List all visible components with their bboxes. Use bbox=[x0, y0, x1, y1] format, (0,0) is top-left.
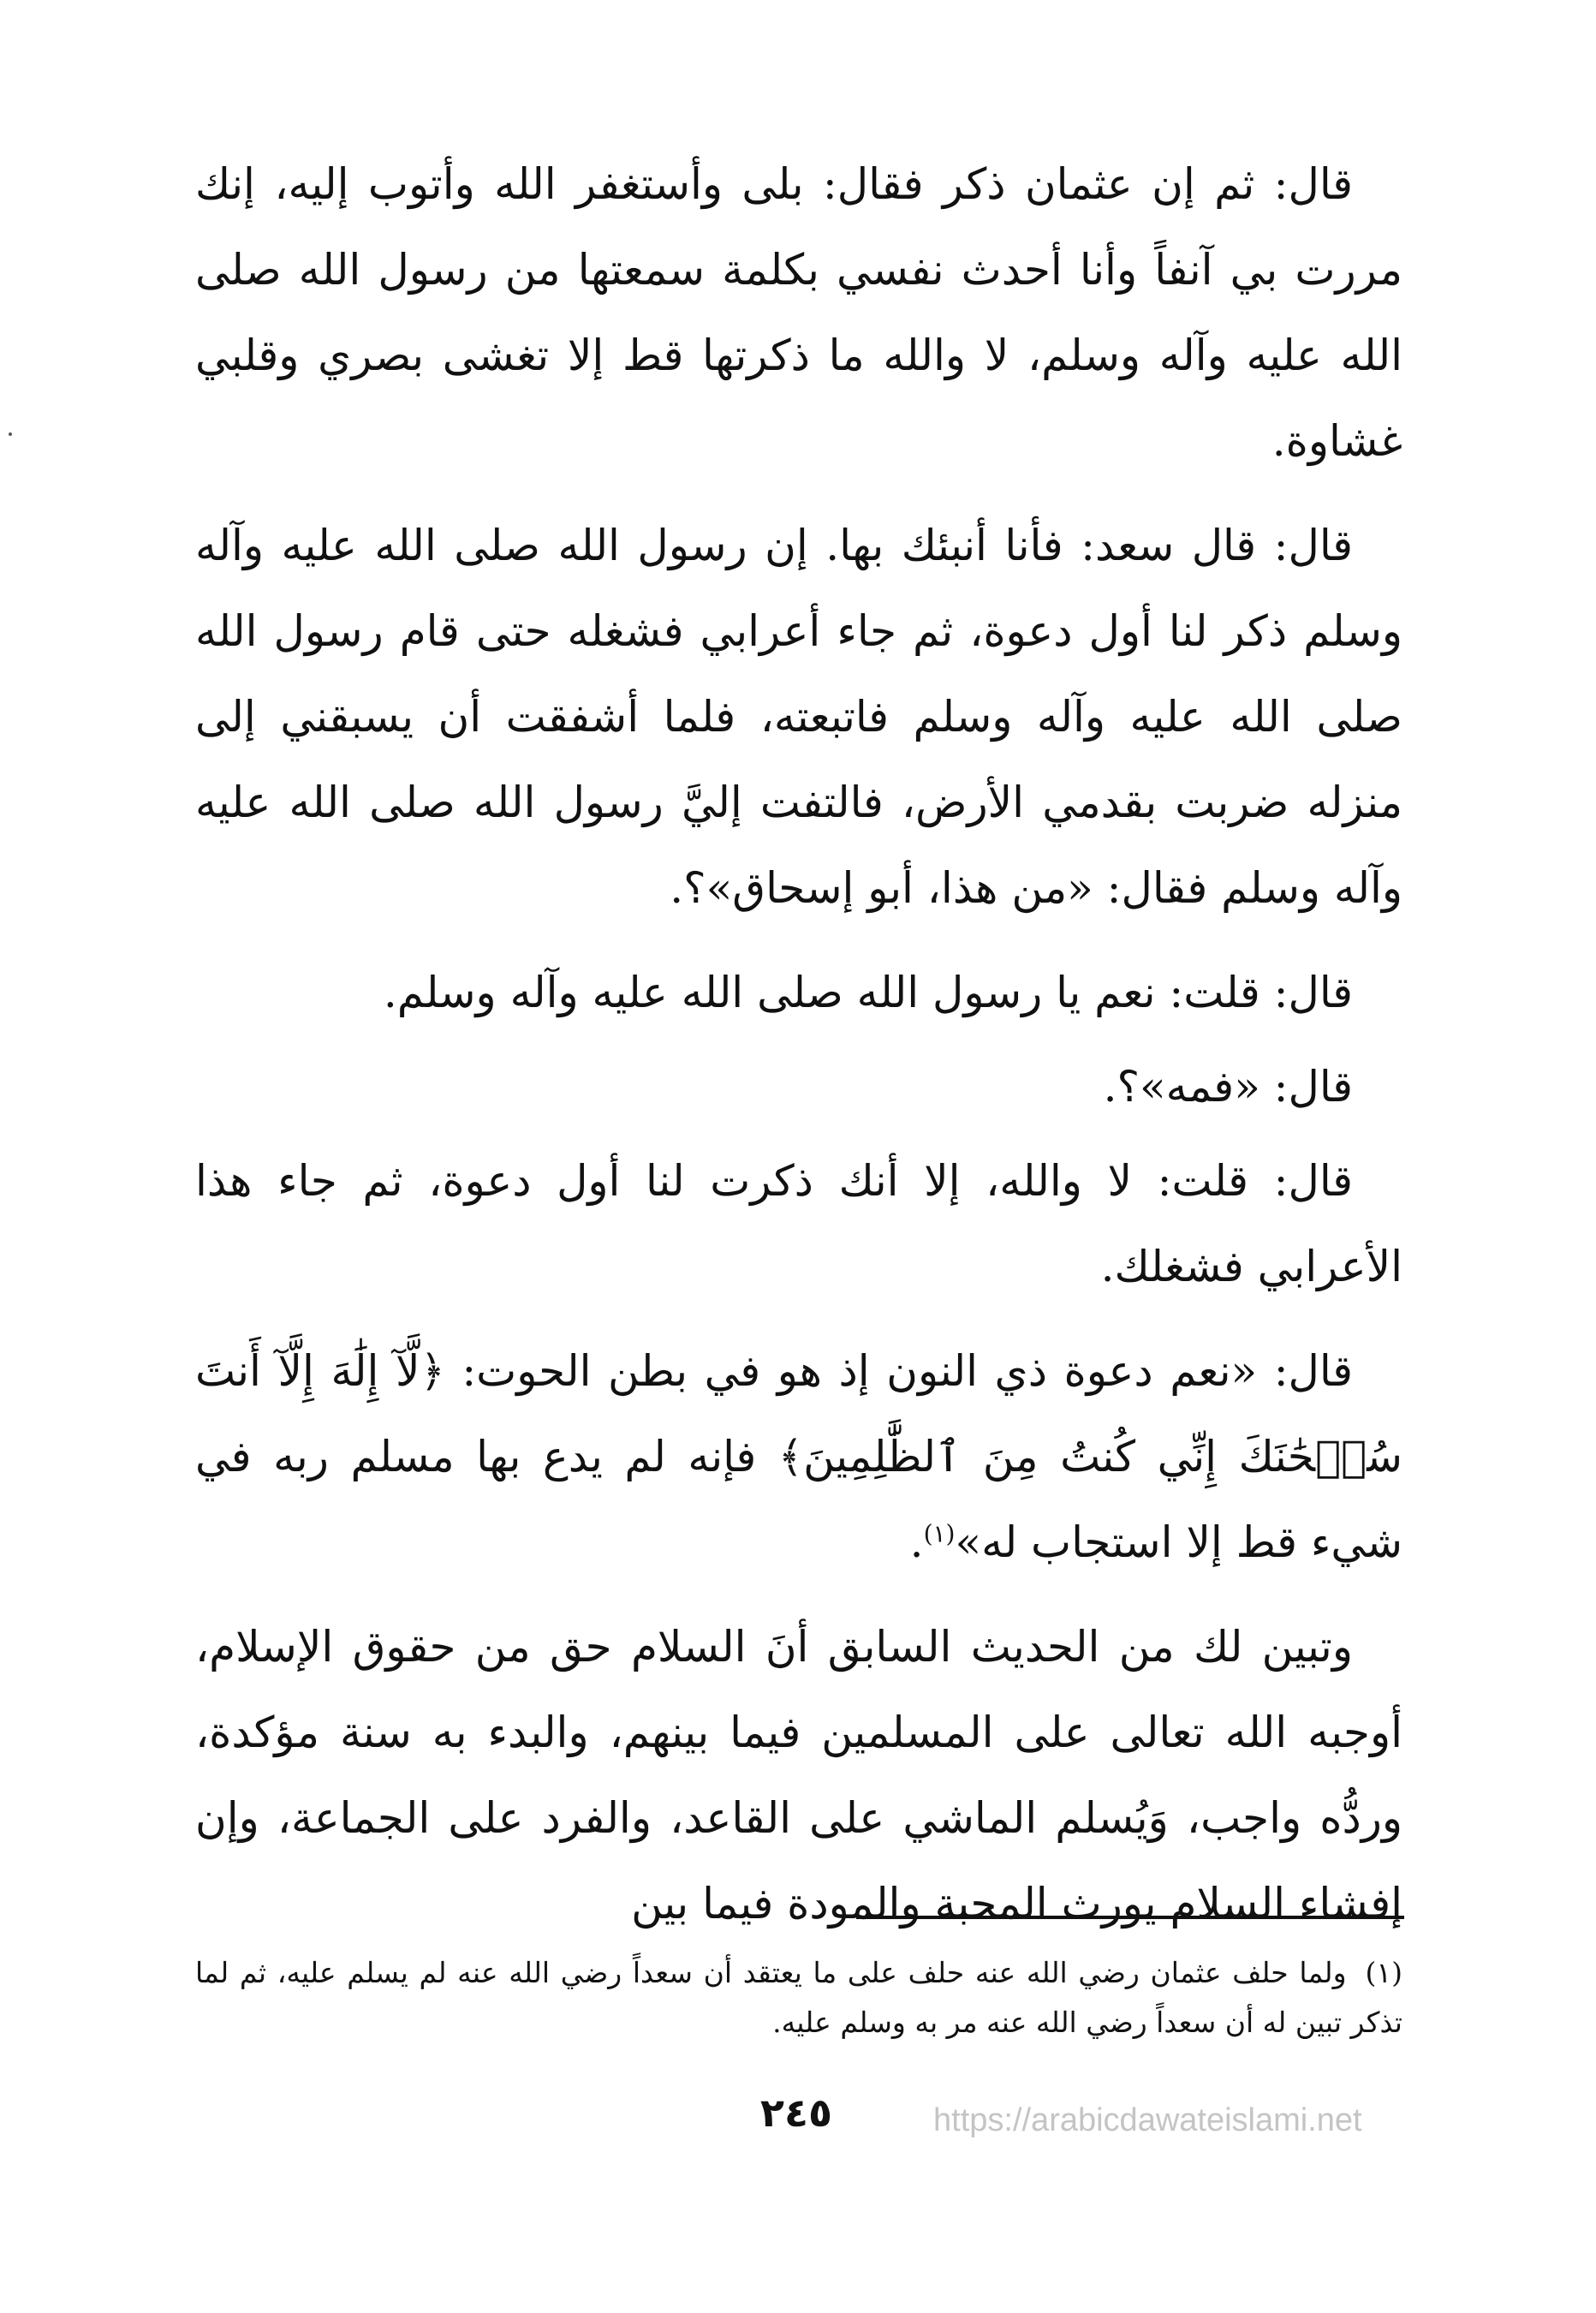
page-number: ٢٤٥ bbox=[759, 2089, 833, 2136]
footnote-reference: (١) bbox=[923, 1519, 956, 1548]
main-text bbox=[195, 141, 1402, 1965]
paragraph-tail: . bbox=[909, 1517, 924, 1567]
footnote-text: ولما حلف عثمان رضي الله عنه حلف على ما يعتقد أن سعداً رضي الله عنه لم يسلم عليه، ثم لما تذكر تبين له أن سعداً رضي الله عنه مر به وسلم عليه. bbox=[195, 1956, 1402, 2039]
paragraph: قال: ثم إن عثمان ذكر فقال: بلى وأستغفر الله وأتوب إليه، إنك مررت بي آنفاً وأنا أحدث نفسي بكلمة سمعتها من رسول الله صلى الله عليه وآله وسلم، لا والله ما ذكرتها قط إلا تغشى بصري وقلبي غشاوة. bbox=[195, 159, 1402, 466]
paragraph: قال: قال سعد: فأنا أنبئك بها. إن رسول الله صلى الله عليه وآله وسلم ذكر لنا أول دعوة، ثم جاء أعرابي فشغله حتى قام رسول الله صلى الله عليه وآله وسلم فاتبعته، فلما أشفقت أن يسبقني إلى منزله ضربت بقدمي الأرض، فالتفت إليَّ رسول الله صلى الله عليه وآله وسلم فقال: «من هذا، أبو إسحاق»؟. bbox=[195, 521, 1402, 913]
paragraph-text: قال: «نعم دعوة ذي النون إذ هو في بطن الحوت: ﴿لَّآ إِلَٰهَ إِلَّآ أَنتَ سُبۡحَٰنَكَ إِنِّي كُنتُ مِنَ ٱلظَّٰلِمِينَ﴾ فإنه لم يدع بها مسلم ربه في شيء قط إلا استجاب له» bbox=[195, 1346, 1402, 1567]
paragraph bbox=[195, 1328, 1402, 1585]
paragraph: قال: «فمه»؟. bbox=[1103, 1062, 1353, 1112]
paragraph: قال: قلت: نعم يا رسول الله صلى الله عليه وآله وسلم. bbox=[383, 968, 1353, 1017]
paragraph: قال: قلت: لا والله، إلا أنك ذكرت لنا أول دعوة، ثم جاء هذا الأعرابي فشغلك. bbox=[195, 1156, 1402, 1291]
paragraph: وتبين لك من الحديث السابق أنَ السلام حق من حقوق الإسلام، أوجبه الله تعالى على المسلمين فيما بينهم، والبدء به سنة مؤكدة، وردُّه واجب، وَيُسلم الماشي على القاعد، والفرد على الجماعة، وإن إفشاء السلام يورث المحبة والمودة فيما بين bbox=[195, 1622, 1402, 1928]
footnote bbox=[195, 1948, 1402, 2048]
footnote-number: (١) bbox=[1365, 1956, 1402, 1989]
scan-speck bbox=[9, 432, 12, 436]
watermark: https://arabicdawateislami.net bbox=[933, 2102, 1362, 2138]
footnote-divider bbox=[856, 1916, 1404, 1919]
